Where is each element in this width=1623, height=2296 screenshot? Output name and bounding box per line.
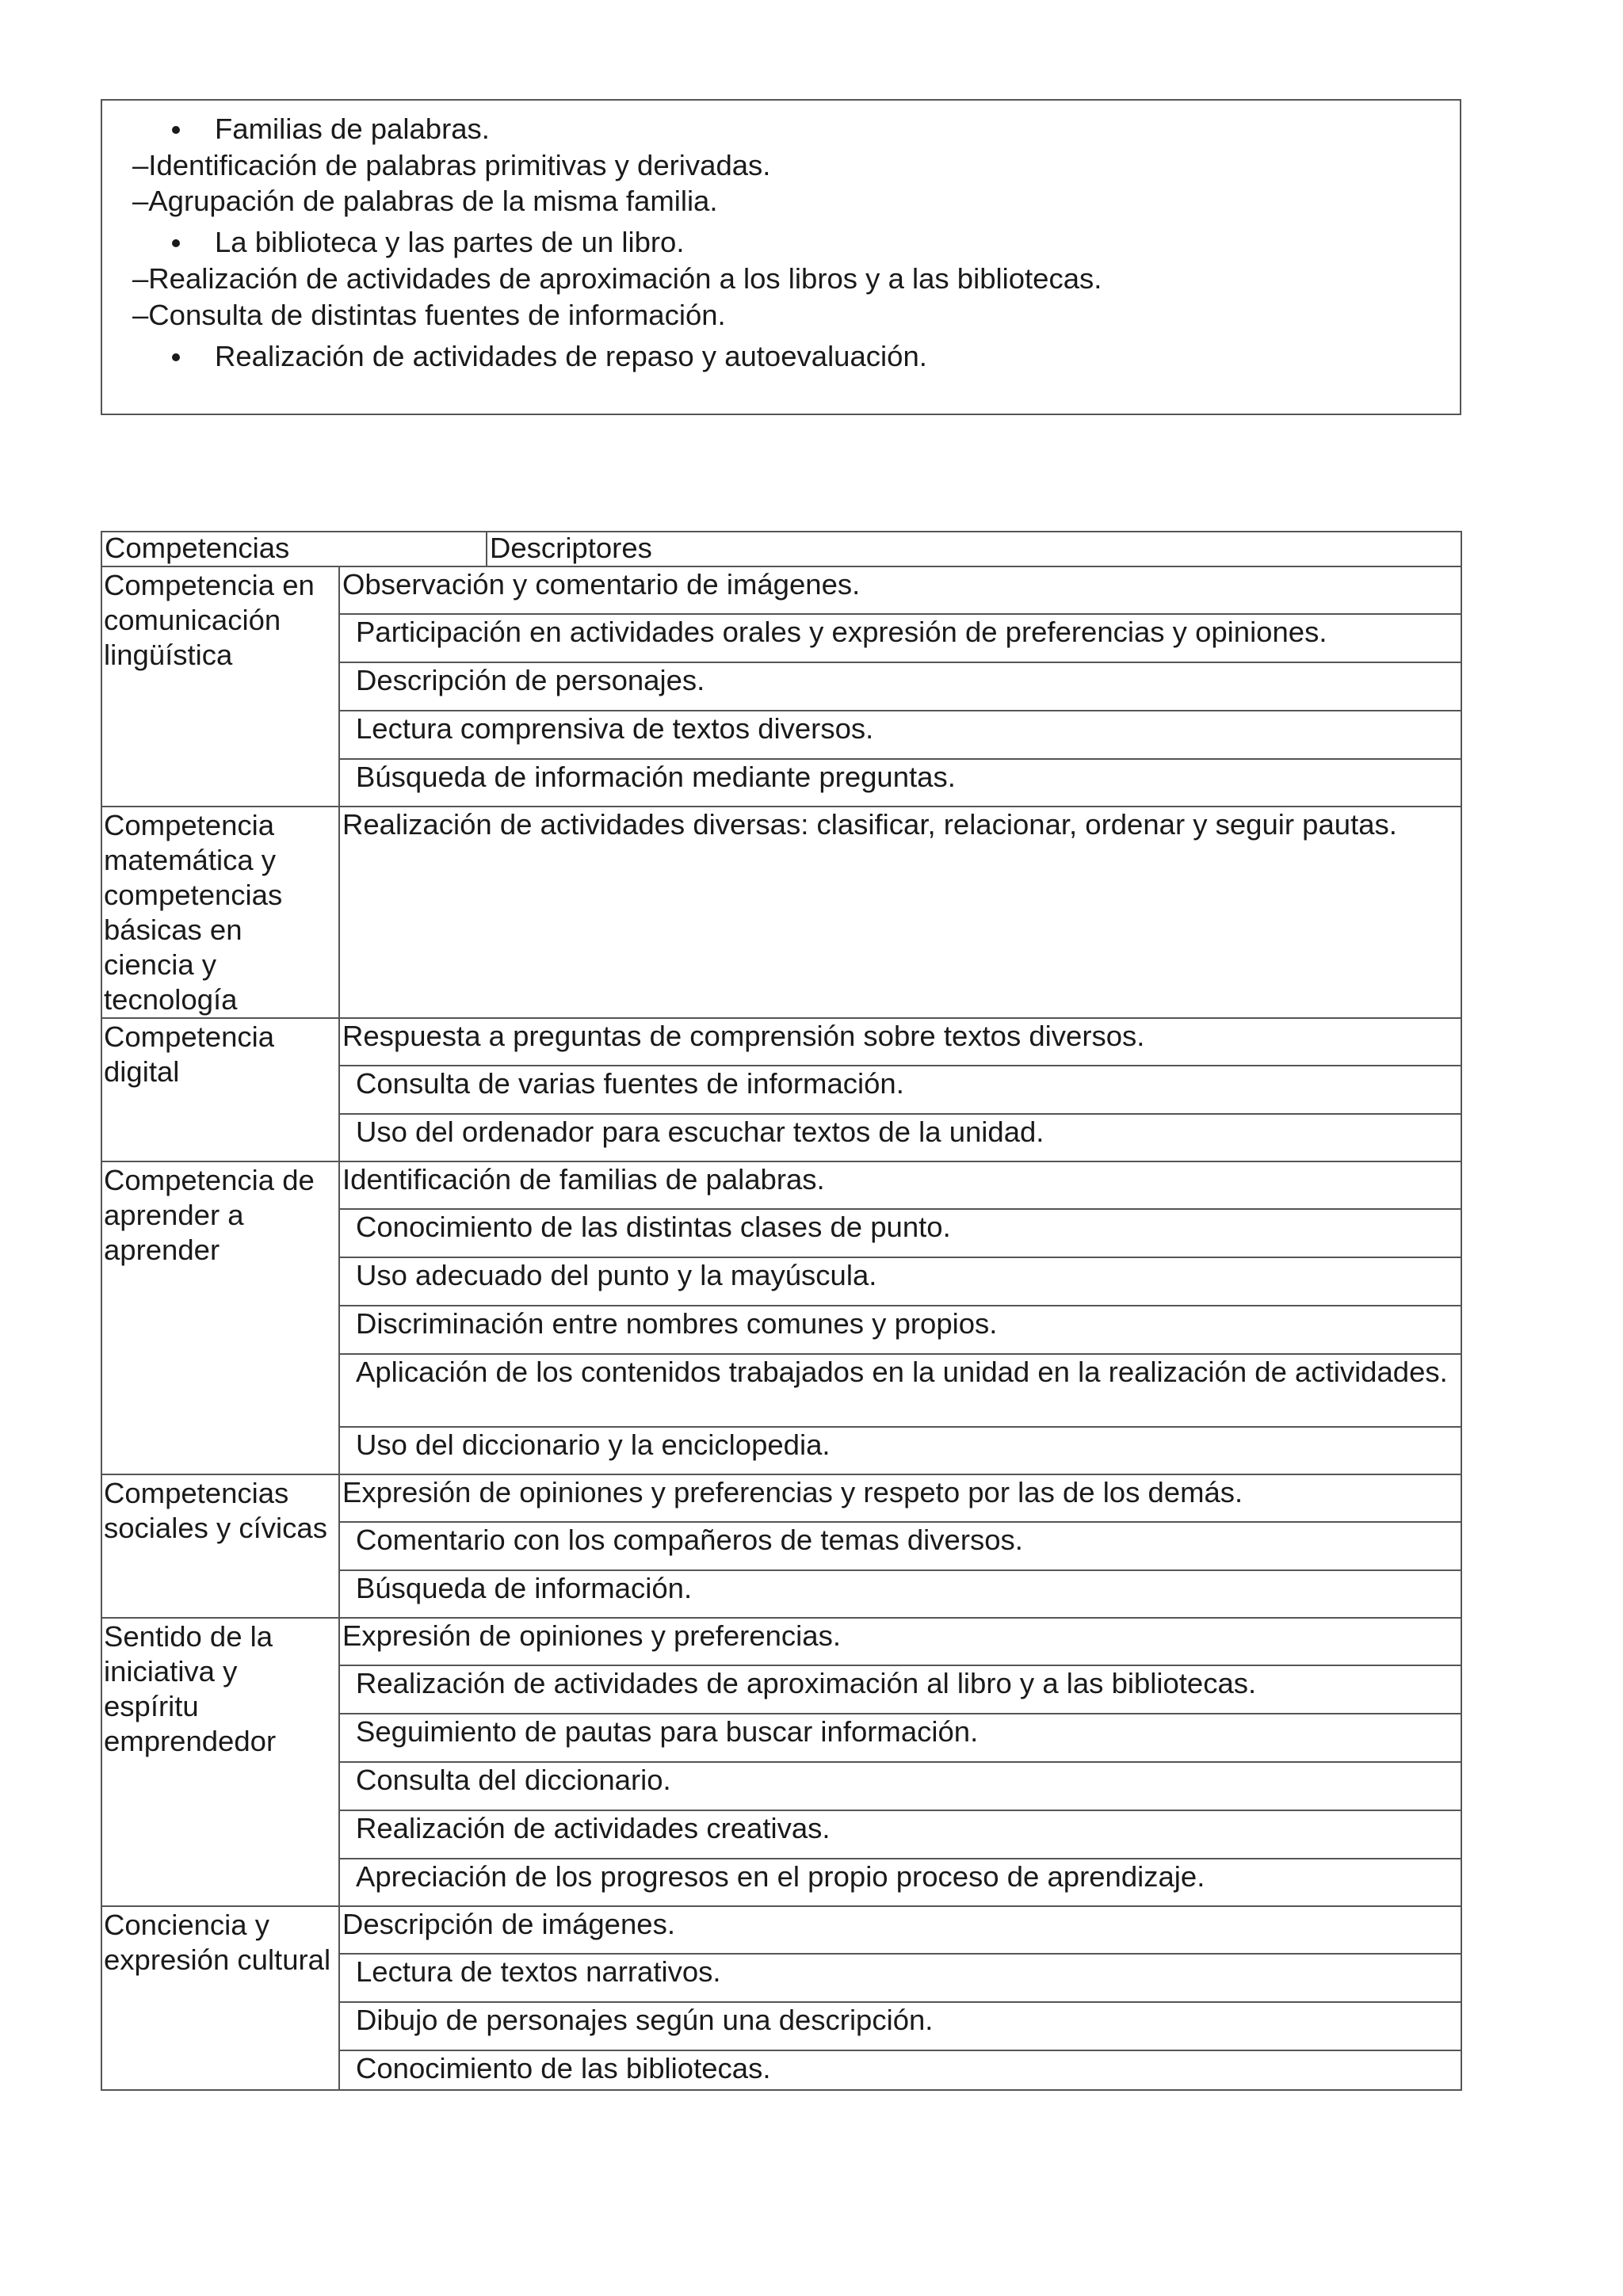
descriptor-cell: Uso adecuado del punto y la mayúscula. [339, 1257, 1461, 1306]
descriptor-cell: Aplicación de los contenidos trabajados en la unidad en la realización de actividades. [339, 1354, 1461, 1427]
bullet-icon [172, 353, 180, 361]
competencias-table [101, 531, 1462, 2091]
descriptor-cell: Búsqueda de información. [339, 1570, 1461, 1618]
bullet-item [102, 338, 1460, 375]
descriptor-cell: Expresión de opiniones y preferencias y respeto por las de los demás. [339, 1474, 1461, 1522]
competence-cell: Conciencia y expresión cultural [101, 1906, 339, 2090]
descriptor-cell: Participación en actividades orales y expresión de preferencias y opiniones. [339, 614, 1461, 662]
descriptor-cell: Uso del diccionario y la enciclopedia. [339, 1427, 1461, 1474]
descriptor-cell: Búsqueda de información mediante preguntas. [339, 759, 1461, 807]
bullet-text: Realización de actividades de repaso y autoevaluación. [215, 340, 927, 372]
bullet-text: La biblioteca y las partes de un libro. [215, 226, 685, 258]
bullet-icon [172, 126, 180, 134]
descriptor-cell: Descripción de imágenes. [339, 1906, 1461, 1954]
bullet-text: Familias de palabras. [215, 113, 490, 145]
contents-box [101, 99, 1461, 415]
descriptor-cell: Descripción de personajes. [339, 662, 1461, 711]
descriptor-cell: Identificación de familias de palabras. [339, 1161, 1461, 1209]
dash-item: –Consulta de distintas fuentes de información. [132, 299, 726, 331]
table-row [101, 807, 1461, 1018]
table-row [101, 1474, 1461, 1522]
descriptor-cell: Expresión de opiniones y preferencias. [339, 1618, 1461, 1665]
table-row [101, 1618, 1461, 1665]
descriptor-cell: Realización de actividades creativas. [339, 1810, 1461, 1859]
bullet-icon [172, 239, 180, 247]
descriptor-cell: Observación y comentario de imágenes. [339, 566, 1461, 614]
descriptor-cell: Realización de actividades de aproximación al libro y a las bibliotecas. [339, 1665, 1461, 1714]
table-row [101, 1161, 1461, 1209]
descriptor-cell: Respuesta a preguntas de comprensión sobre textos diversos. [339, 1018, 1461, 1066]
dash-item: –Identificación de palabras primitivas y derivadas. [132, 149, 771, 181]
descriptor-cell: Seguimiento de pautas para buscar información. [339, 1714, 1461, 1762]
bullet-item [102, 110, 1460, 147]
bullet-item [102, 223, 1460, 261]
dash-item: –Realización de actividades de aproximación a los libros y a las bibliotecas. [132, 262, 1102, 295]
table-header-row [101, 532, 1461, 566]
table-body [101, 566, 1461, 2090]
table-row [101, 1018, 1461, 1066]
table-row [101, 566, 1461, 614]
descriptor-cell: Apreciación de los progresos en el propio proceso de aprendizaje. [339, 1859, 1461, 1906]
competence-cell: Competencias sociales y cívicas [101, 1474, 339, 1618]
header-competencias: Competencias [101, 532, 487, 566]
descriptor-cell: Uso del ordenador para escuchar textos de la unidad. [339, 1114, 1461, 1161]
descriptor-cell: Lectura comprensiva de textos diversos. [339, 711, 1461, 759]
competence-cell: Competencia en comunicación lingüística [101, 566, 339, 807]
competence-cell: Competencia de aprender a aprender [101, 1161, 339, 1474]
header-descriptores: Descriptores [487, 532, 1461, 566]
descriptor-cell: Dibujo de personajes según una descripción. [339, 2002, 1461, 2050]
dash-item: –Agrupación de palabras de la misma familia. [132, 185, 718, 217]
descriptor-cell: Realización de actividades diversas: clasificar, relacionar, ordenar y seguir pautas. [339, 807, 1461, 1018]
descriptor-cell: Consulta del diccionario. [339, 1762, 1461, 1810]
descriptor-cell: Comentario con los compañeros de temas diversos. [339, 1522, 1461, 1570]
descriptor-cell: Conocimiento de las bibliotecas. [339, 2050, 1461, 2090]
descriptor-cell: Conocimiento de las distintas clases de punto. [339, 1209, 1461, 1257]
competence-cell: Competencia matemática y competencias básicas en ciencia y tecnología [101, 807, 339, 1018]
descriptor-cell: Lectura de textos narrativos. [339, 1954, 1461, 2002]
descriptor-cell: Consulta de varias fuentes de información. [339, 1066, 1461, 1114]
competence-cell: Sentido de la iniciativa y espíritu emprendedor [101, 1618, 339, 1906]
table-row [101, 1906, 1461, 1954]
competence-cell: Competencia digital [101, 1018, 339, 1161]
descriptor-cell: Discriminación entre nombres comunes y propios. [339, 1306, 1461, 1354]
